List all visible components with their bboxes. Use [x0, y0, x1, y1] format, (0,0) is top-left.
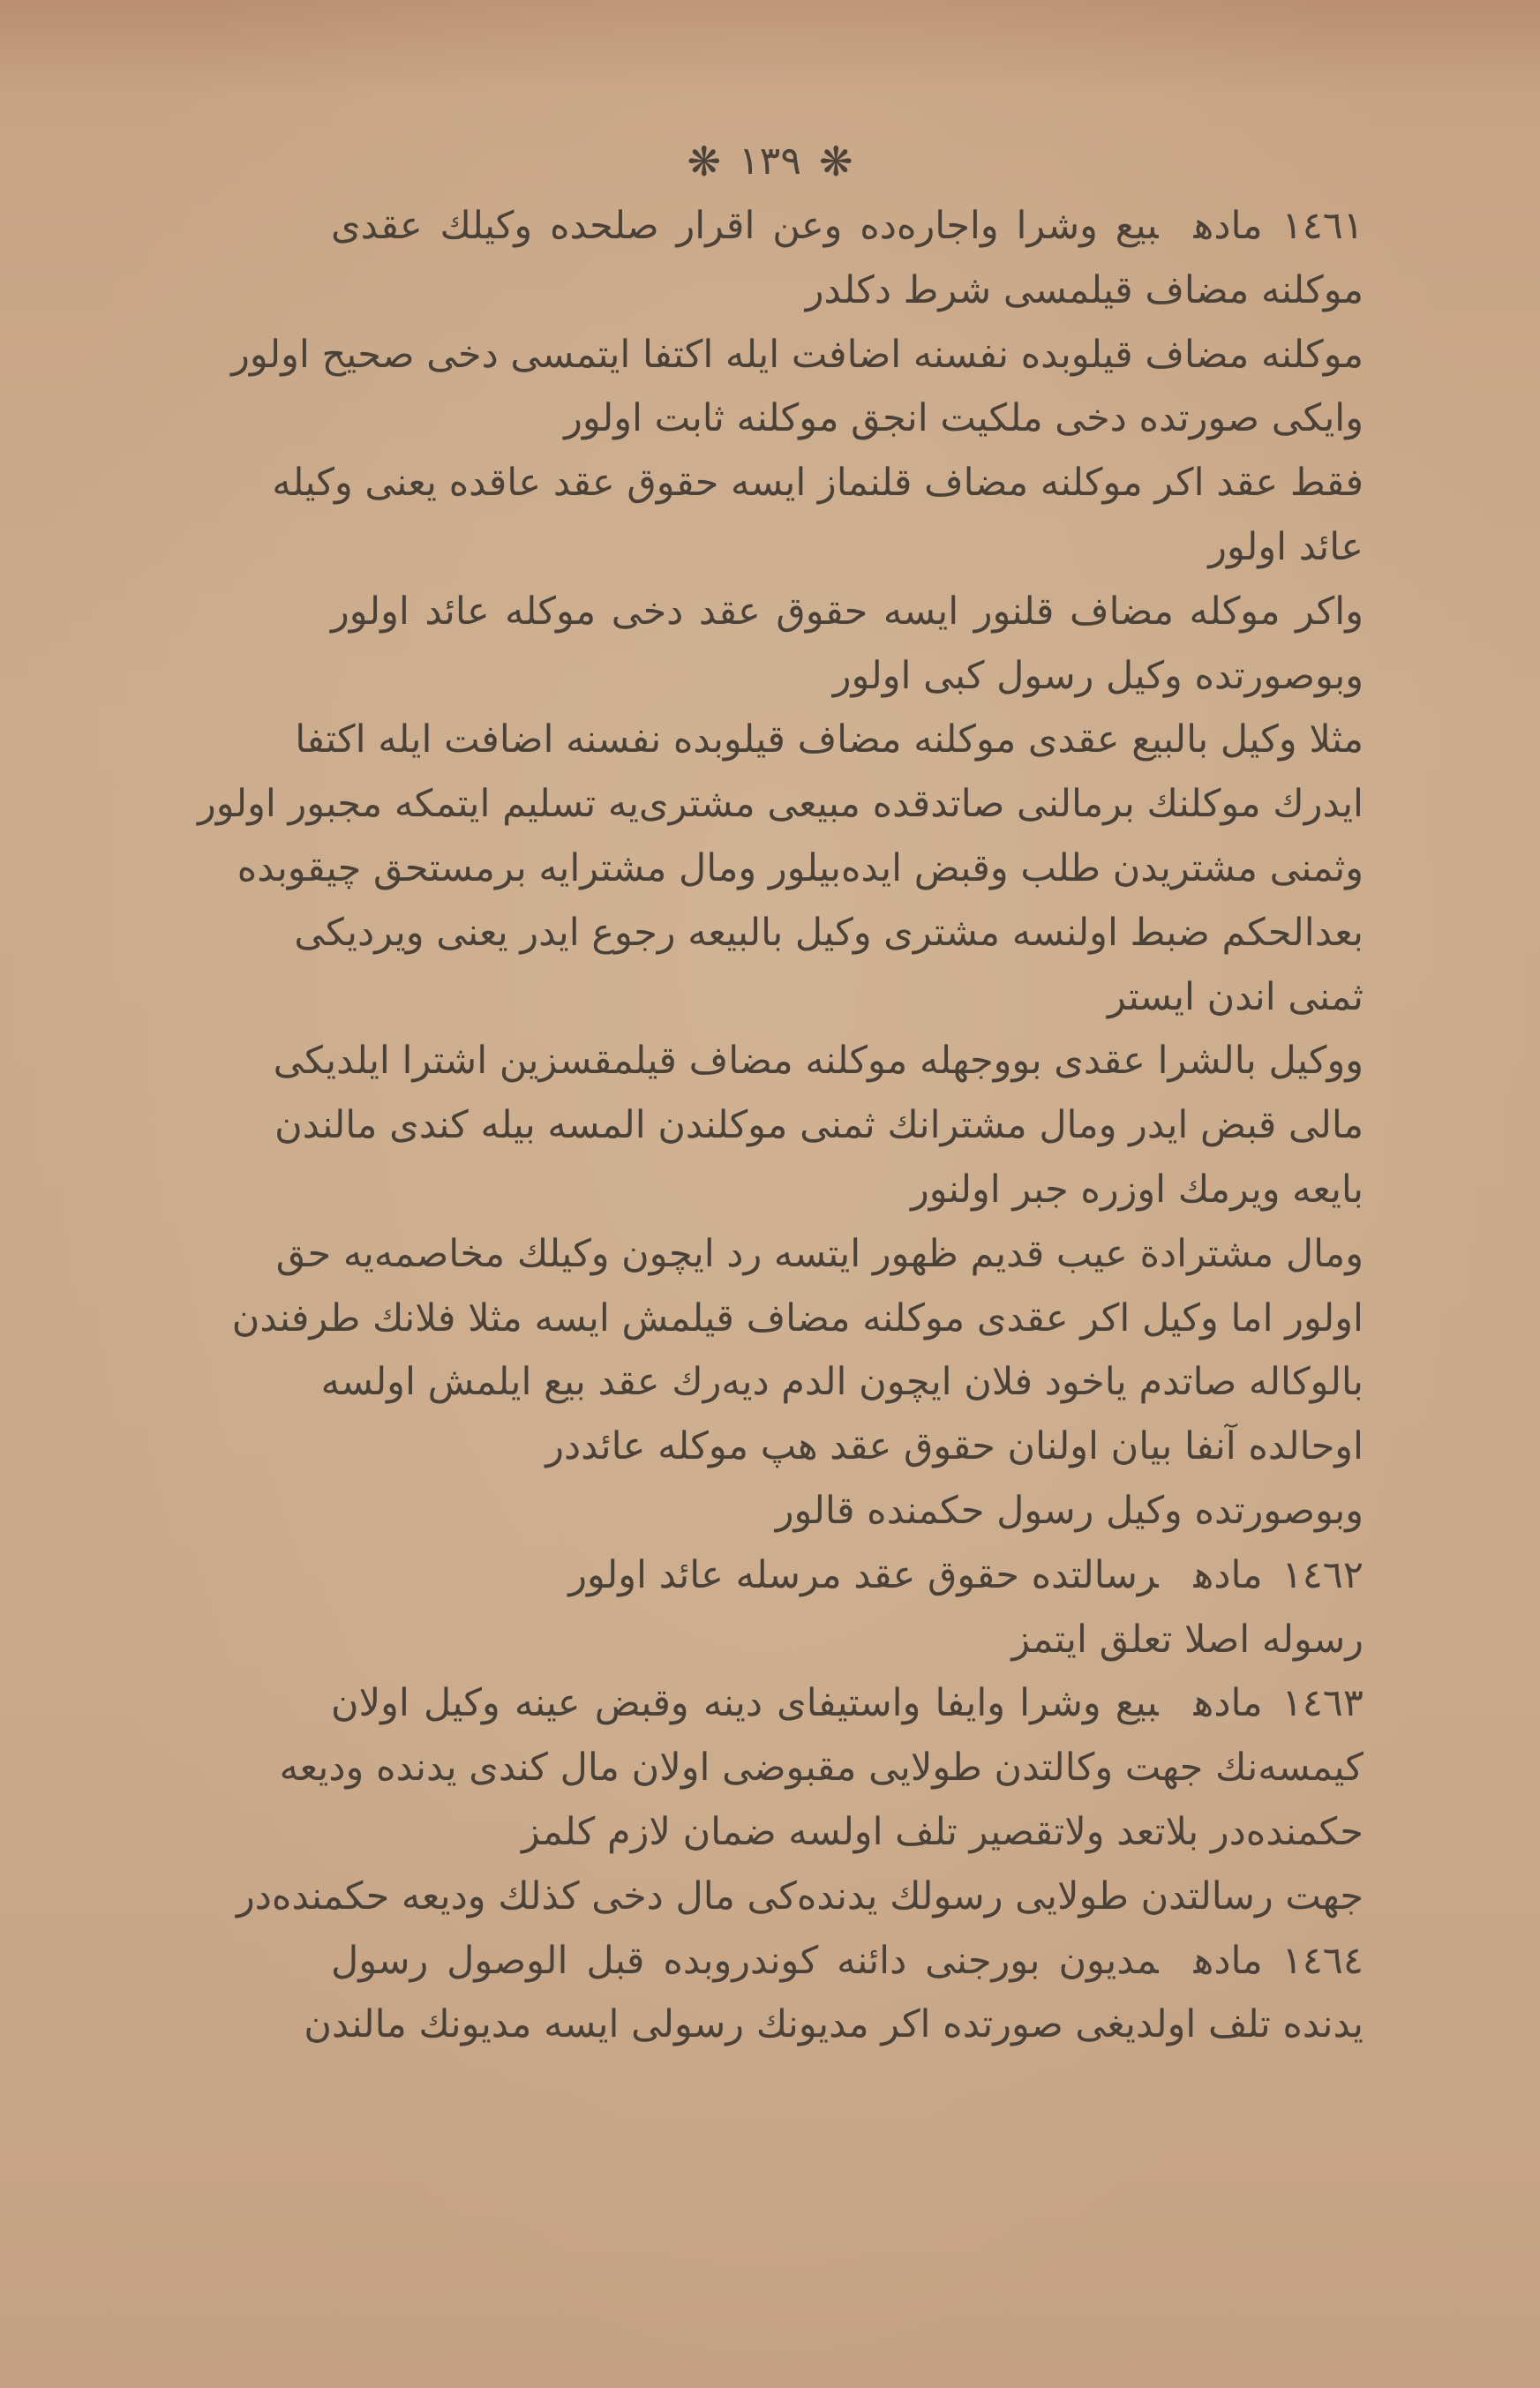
text-line: بعدالحكم ضبط اولنسه مشترى وكيل بالبيعه رجوع ايدر يعنى ويرديكى: [294, 910, 1363, 955]
text-line: ايدرك موكلنك برمالنى صاتدقده مبيعى مشترى‌يه تسليم ايتمكه مجبور اولور: [197, 782, 1363, 827]
text-line: حكمنده‌در بلاتعد ولاتقصير تلف اولسه ضمان لازم كلمز: [522, 1809, 1363, 1854]
text-line: موكلنه مضاف قيلوبده نفسنه اضافت ايله اكتفا ايتمسى دخى صحيح اولور: [231, 332, 1363, 377]
text-line: رسوله اصلا تعلق ايتمز: [1011, 1617, 1363, 1662]
text-line: ثمنى اندن ايستر: [1107, 974, 1363, 1019]
text-line: كيمسه‌نك جهت وكالتدن طولايى مقبوضى اولان مال كندى يدنده وديعه: [279, 1746, 1363, 1791]
text-line: ومال مشترادة عيب قديم ظهور ايتسه رد ايچون وكيلك مخاصمه‌يه حق: [275, 1231, 1363, 1276]
article-1462-heading-line: [331, 1543, 1363, 1608]
text-line: مديون بورجنى دائنه كوندروبده قبل الوصول رسول: [331, 1938, 1159, 1983]
article-label: ماده: [1193, 1681, 1263, 1726]
text-line: بيع وشرا واجاره‌ده وعن اقرار صلحده وكيلك عقدى: [331, 204, 1159, 248]
text-line: فقط عقد اكر موكلنه مضاف قلنماز ايسه حقوق عقد عاقده يعنى وكيله: [272, 461, 1363, 506]
ornament-left-icon: ❋: [687, 137, 722, 185]
article-1464-heading-line: [331, 1929, 1363, 1994]
text-line: عائد اولور: [1208, 524, 1363, 569]
text-line: رسالتده حقوق عقد مرسله عائد اولور: [568, 1552, 1159, 1597]
text-line: بايعه ويرمك اوزره جبر اولنور: [910, 1167, 1363, 1212]
text-line: ووكيل بالشرا عقدى بووجهله موكلنه مضاف قيلمقسزين اشترا ايلديكى: [273, 1039, 1363, 1084]
page-number: ١٣٩: [739, 138, 801, 184]
text-line: يدنده تلف اولديغى صورتده اكر مديونك رسولى ايسه مديونك مالندن: [304, 2002, 1363, 2047]
text-line: وبوصورتده وكيل رسول كبى اولور: [832, 653, 1363, 698]
article-number: ١٤٦١: [1281, 204, 1363, 248]
text-line: وبوصورتده وكيل رسول حكمنده قالور: [775, 1488, 1363, 1533]
text-line: اولور اما وكيل اكر عقدى موكلنه مضاف قيلمش ايسه مثلا فلانك طرفندن: [231, 1295, 1363, 1340]
text-line: مثلا وكيل بالبيع عقدى موكلنه مضاف قيلوبده نفسنه اضافت ايله اكتفا: [295, 717, 1363, 762]
text-line: جهت رسالتدن طولايى رسولك يدنده‌كى مال دخى كذلك وديعه حكمنده‌در: [237, 1874, 1363, 1919]
article-label: ماده: [1193, 1938, 1263, 1983]
article-1463-heading-line: [331, 1671, 1363, 1736]
text-line: وثمنى مشتريدن طلب وقبض ايده‌بيلور ومال مشترايه برمستحق چيقوبده: [237, 845, 1363, 890]
article-label: ماده: [1193, 1552, 1263, 1597]
article-label: ماده: [1193, 204, 1263, 248]
text-line: بيع وشرا وايفا واستيفاى دينه وقبض عينه وكيل اولان: [331, 1681, 1159, 1726]
body-text: [197, 194, 1363, 2057]
page-header: [0, 128, 1540, 192]
text-line: واكر موكله مضاف قلنور ايسه حقوق عقد دخى موكله عائد اولور: [331, 589, 1363, 634]
article-1461-heading-line: [331, 194, 1363, 259]
text-line: مالى قبض ايدر ومال مشترانك ثمنى موكلندن المسه بيله كندى مالندن: [274, 1103, 1363, 1148]
text-line: موكلنه مضاف قيلمسى شرط دكلدر: [805, 267, 1363, 312]
text-line: اوحالده آنفا بيان اولنان حقوق عقد هپ موكله عائددر: [545, 1424, 1363, 1469]
text-line: بالوكاله صاتدم ياخود فلان ايچون الدم ديه‌رك عقد بيع ايلمش اولسه: [320, 1360, 1363, 1405]
text-line: وايكى صورتده دخى ملكيت انجق موكلنه ثابت اولور: [564, 396, 1363, 441]
ornament-right-icon: ❋: [818, 137, 853, 185]
article-number: ١٤٦٤: [1281, 1938, 1363, 1983]
article-number: ١٤٦٢: [1281, 1552, 1363, 1597]
article-number: ١٤٦٣: [1281, 1681, 1363, 1726]
